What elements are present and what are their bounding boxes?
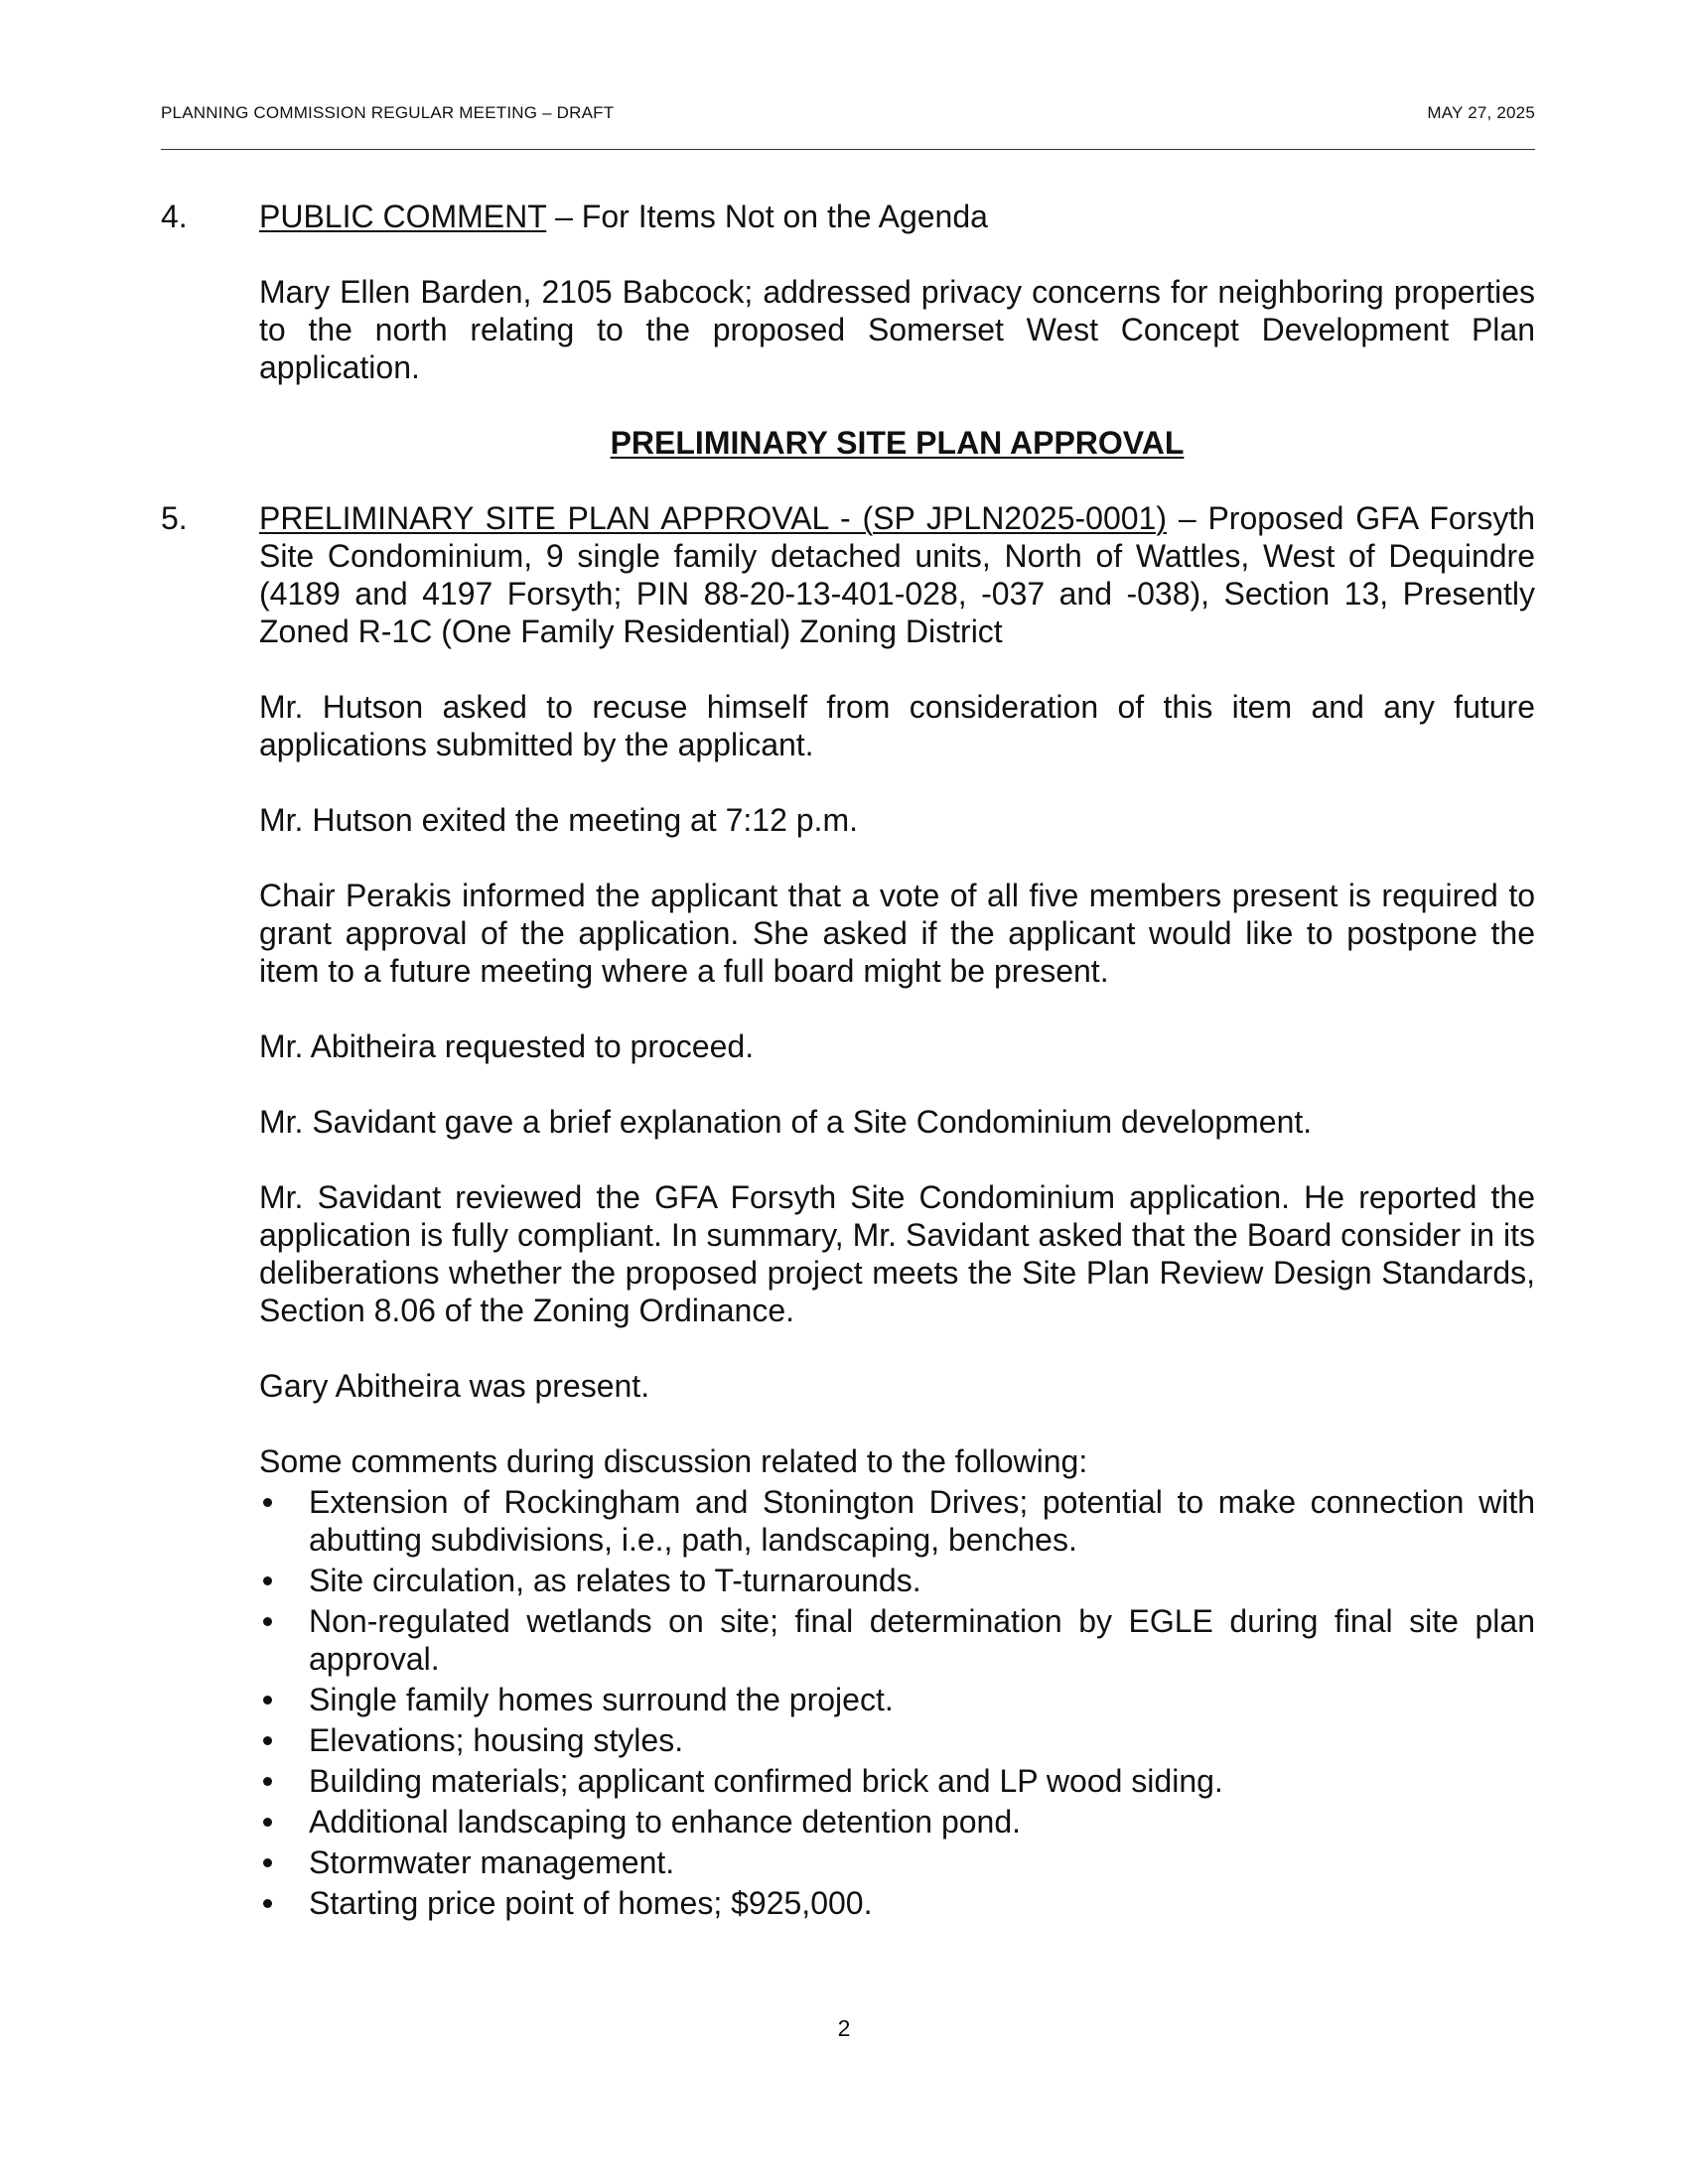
header-rule <box>161 149 1535 150</box>
list-item-text: Elevations; housing styles. <box>309 1722 684 1758</box>
item-description: – Proposed GFA Forsyth Site Condominium, 9 single family detached units, North of Wattles, West of Dequindre (4189 and 4197 Forsyth; PIN 88-20-13-401-028, -037 and -038), Section 13, Presently Zoned R-1C (One Family Residential) Zoning District <box>259 500 1536 649</box>
spacer <box>161 1329 1535 1367</box>
spacer <box>161 763 1535 801</box>
bullet-icon <box>263 1736 272 1745</box>
list-item-text: Extension of Rockingham and Stonington Drives; potential to make connection with abutting subdivisions, i.e., path, landscaping, benches. <box>309 1484 1535 1558</box>
spacer <box>161 990 1535 1027</box>
header-title: PLANNING COMMISSION REGULAR MEETING – DRAFT <box>161 103 615 122</box>
bullet-icon <box>263 1777 272 1786</box>
spacer <box>161 839 1535 877</box>
item-number: 4. <box>161 199 188 234</box>
list-item-text: Non-regulated wetlands on site; final determination by EGLE during final site plan approval. <box>309 1603 1535 1677</box>
agenda-item-5 <box>161 499 1535 650</box>
section-heading: PRELIMINARY SITE PLAN APPROVAL <box>610 425 1185 461</box>
list-item <box>259 1602 1535 1678</box>
bullet-icon <box>263 1899 272 1908</box>
agenda-item-4 <box>161 198 1535 235</box>
bullet-icon <box>263 1576 272 1585</box>
spacer <box>161 1065 1535 1103</box>
list-item <box>259 1843 1535 1881</box>
paragraph-explanation: Mr. Savidant gave a brief explanation of a Site Condominium development. <box>259 1104 1313 1140</box>
bullet-icon <box>263 1617 272 1626</box>
public-comment-paragraph: Mary Ellen Barden, 2105 Babcock; addressed privacy concerns for neighboring properties to the north relating to the proposed Somerset West Concept Development Plan application. <box>259 274 1535 385</box>
item-title: PUBLIC COMMENT <box>259 199 547 234</box>
paragraph-recusal: Mr. Hutson asked to recuse himself from consideration of this item and any future applications submitted by the applicant. <box>259 689 1535 762</box>
paragraph-chair: Chair Perakis informed the applicant that a vote of all five members present is required to grant approval of the application. She asked if the applicant would like to postpone the item to a future meeting where a full board might be present. <box>259 878 1535 989</box>
paragraph-review: Mr. Savidant reviewed the GFA Forsyth Site Condominium application. He reported the application is fully compliant. In summary, Mr. Savidant asked that the Board consider in its deliberations whether the proposed project meets the Site Plan Review Design Standards, Section 8.06 of the Zoning Ordinance. <box>259 1179 1535 1328</box>
item-title: PRELIMINARY SITE PLAN APPROVAL - (SP JPLN2025-0001) <box>259 500 1167 536</box>
bullet-icon <box>263 1818 272 1827</box>
list-item-text: Stormwater management. <box>309 1844 675 1880</box>
list-item <box>259 1762 1535 1800</box>
spacer <box>161 1141 1535 1178</box>
document-body <box>161 198 1535 1925</box>
page-number: 2 <box>837 2015 851 2041</box>
item-subtitle: – For Items Not on the Agenda <box>546 199 988 234</box>
spacer <box>161 462 1535 499</box>
list-item-text: Site circulation, as relates to T-turnarounds. <box>309 1563 921 1598</box>
list-item-text: Building materials; applicant confirmed brick and LP wood siding. <box>309 1763 1223 1799</box>
discussion-list <box>259 1483 1535 1922</box>
spacer <box>161 650 1535 688</box>
list-item <box>259 1562 1535 1599</box>
spacer <box>161 386 1535 424</box>
spacer <box>161 235 1535 273</box>
bullet-icon <box>263 1696 272 1705</box>
page-header <box>161 103 1535 123</box>
bullet-icon <box>263 1498 272 1507</box>
discussion-intro: Some comments during discussion related to the following: <box>259 1443 1088 1479</box>
paragraph-proceed: Mr. Abitheira requested to proceed. <box>259 1028 755 1064</box>
list-item <box>259 1803 1535 1841</box>
list-item-text: Single family homes surround the project. <box>309 1682 894 1717</box>
bullet-icon <box>263 1858 272 1867</box>
list-item-text: Starting price point of homes; $925,000. <box>309 1885 873 1921</box>
header-date: MAY 27, 2025 <box>1427 103 1535 122</box>
list-item <box>259 1483 1535 1559</box>
list-item-text: Additional landscaping to enhance detention pond. <box>309 1804 1022 1840</box>
paragraph-present: Gary Abitheira was present. <box>259 1368 650 1404</box>
list-item <box>259 1884 1535 1922</box>
list-item <box>259 1721 1535 1759</box>
list-item <box>259 1681 1535 1718</box>
paragraph-exit: Mr. Hutson exited the meeting at 7:12 p.m. <box>259 802 858 838</box>
item-number: 5. <box>161 500 188 536</box>
spacer <box>161 1405 1535 1442</box>
